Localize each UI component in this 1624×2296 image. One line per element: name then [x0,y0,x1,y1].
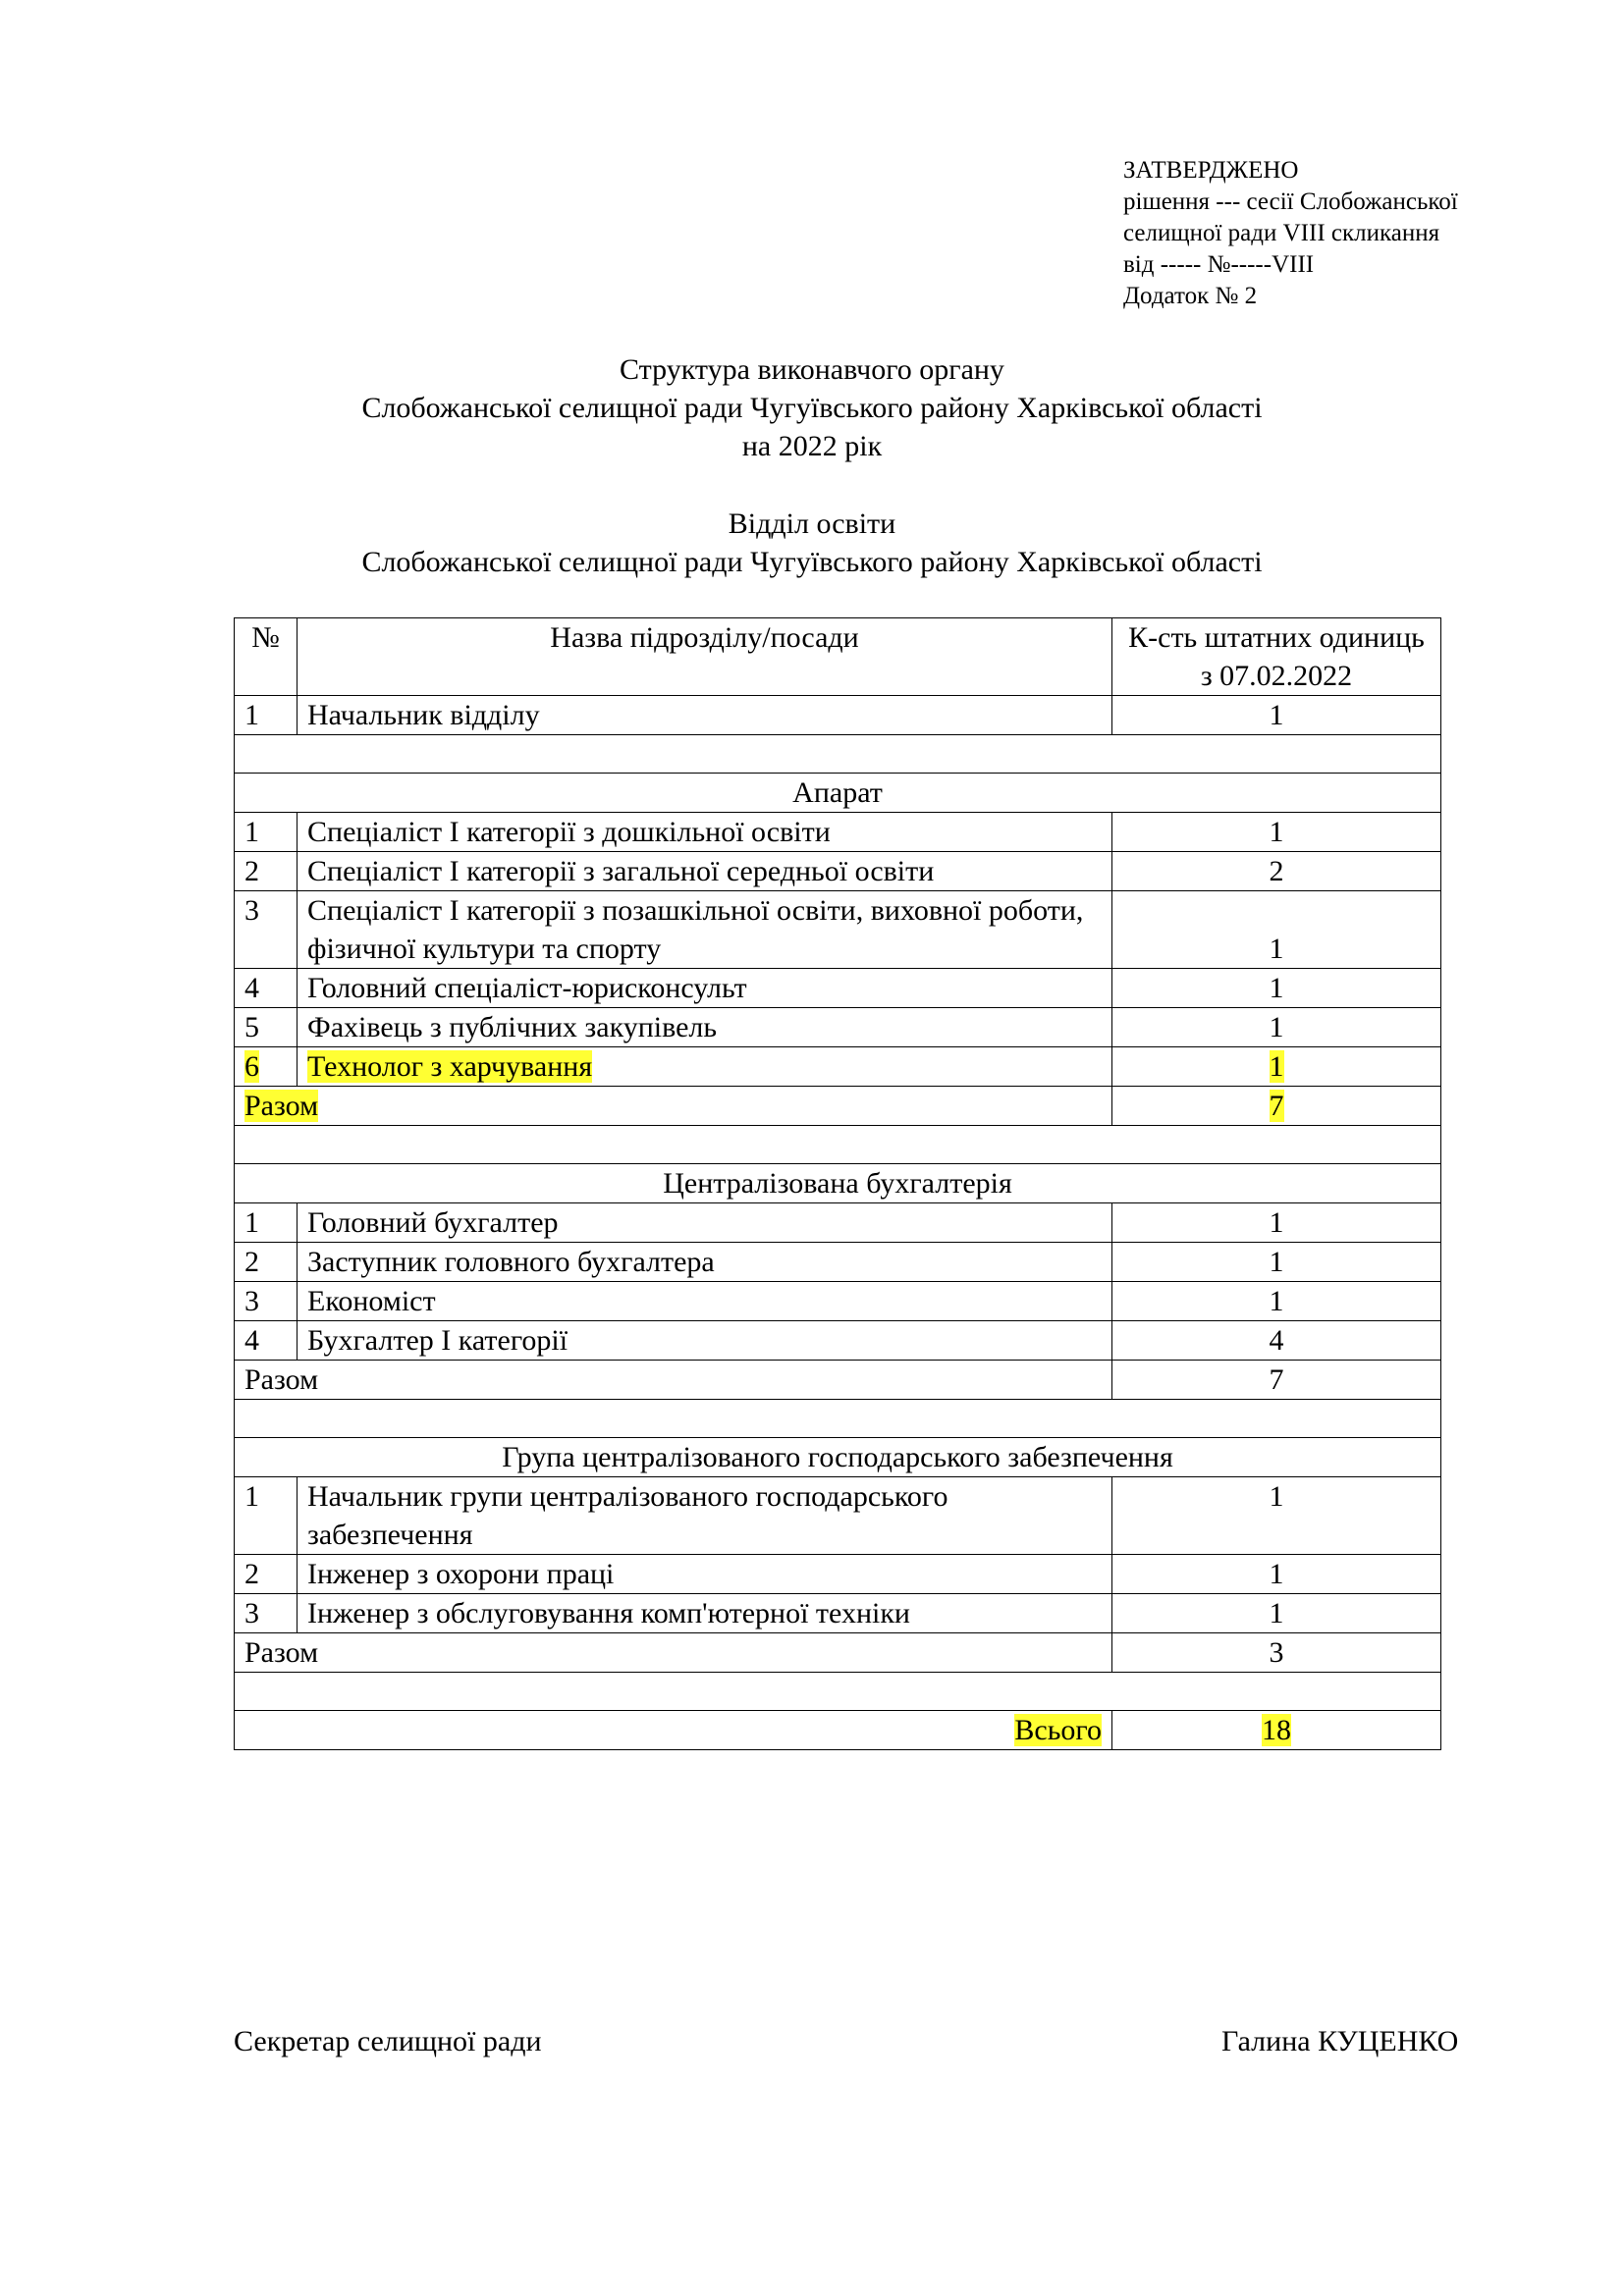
spacer-row [235,735,1441,774]
table-header-row [235,618,1441,696]
row-name: Заступник головного бухгалтера [298,1243,1112,1282]
row-qty: 1 [1269,1050,1284,1083]
row-num: 3 [235,1282,298,1321]
section-title-row [235,774,1441,813]
spacer-row [235,1400,1441,1438]
row-num-cell [235,1047,298,1087]
section-title-row [235,1438,1441,1477]
approval-appendix: Додаток № 2 [1123,283,1258,309]
row-qty: 1 [1112,969,1441,1008]
grand-total-value-cell [1112,1711,1441,1750]
section-title: Група централізованого господарського забезпечення [235,1438,1441,1477]
department-line-2: Слобожанської селищної ради Чугуївського району Харківської області [361,546,1263,578]
table-row [235,852,1441,891]
row-qty: 1 [1112,696,1441,735]
row-num: 2 [235,1555,298,1594]
title-line-3: на 2022 рік [741,430,883,462]
signature-name: Галина КУЦЕНКО [1221,2025,1459,2057]
table-row [235,1555,1441,1594]
approval-stamp [1123,155,1458,312]
total-value: 7 [1112,1361,1441,1400]
row-qty: 1 [1112,1555,1441,1594]
row-name: Спеціаліст І категорії з дошкільної освіти [298,813,1112,852]
table-row [235,891,1441,969]
row-qty: 1 [1112,1282,1441,1321]
row-name: Головний спеціаліст-юрисконсульт [298,969,1112,1008]
grand-total-label: Всього [1014,1714,1102,1746]
row-qty: 1 [1112,1243,1441,1282]
row-num: 1 [235,1203,298,1243]
section-total-row [235,1087,1441,1126]
row-qty: 2 [1112,852,1441,891]
section-title-row [235,1164,1441,1203]
row-name: Інженер з обслуговування комп'ютерної техніки [298,1594,1112,1633]
row-name: Спеціаліст І категорії з загальної середньої освіти [298,852,1112,891]
approval-heading: ЗАТВЕРДЖЕНО [1123,157,1299,184]
row-qty-cell [1112,1047,1441,1087]
table-row [235,1321,1441,1361]
total-label: Разом [244,1090,319,1122]
table-row [235,1243,1441,1282]
row-qty: 1 [1112,1477,1441,1555]
row-name: Економіст [298,1282,1112,1321]
row-num: 1 [235,1477,298,1555]
row-num: 5 [235,1008,298,1047]
total-label-cell [235,1087,1112,1126]
grand-total-value: 18 [1262,1714,1291,1746]
row-num: 4 [235,969,298,1008]
row-qty: 1 [1112,1008,1441,1047]
grand-total-label-cell [235,1711,1112,1750]
table-row-highlighted [235,1047,1441,1087]
header-name: Назва підрозділу/посади [298,618,1112,696]
department-title [0,505,1624,581]
section-total-row [235,1361,1441,1400]
grand-total-row [235,1711,1441,1750]
row-qty: 1 [1112,1594,1441,1633]
row-name: Головний бухгалтер [298,1203,1112,1243]
row-name-cell [298,1047,1112,1087]
table-row [235,696,1441,735]
staff-table [234,617,1441,1750]
table-row [235,1594,1441,1633]
row-num: 1 [235,813,298,852]
row-num: 2 [235,1243,298,1282]
row-qty: 1 [1112,1203,1441,1243]
row-num: 3 [235,891,298,969]
row-num: 4 [235,1321,298,1361]
row-name: Бухгалтер І категорії [298,1321,1112,1361]
total-value-cell [1112,1087,1441,1126]
table-row [235,1203,1441,1243]
spacer-row [235,1673,1441,1711]
document-title [0,350,1624,465]
row-name: Начальник відділу [298,696,1112,735]
total-value: 3 [1112,1633,1441,1673]
row-name: Фахівець з публічних закупівель [298,1008,1112,1047]
table-row [235,1282,1441,1321]
title-line-2: Слобожанської селищної ради Чугуївського району Харківської області [361,392,1263,424]
row-qty: 1 [1112,813,1441,852]
table-row [235,969,1441,1008]
row-num: 2 [235,852,298,891]
table-row [235,1008,1441,1047]
total-label: Разом [235,1361,1112,1400]
title-line-1: Структура виконавчого органу [620,353,1004,386]
section-total-row [235,1633,1441,1673]
row-num: 3 [235,1594,298,1633]
total-label: Разом [235,1633,1112,1673]
header-num: № [235,618,298,696]
signature-position: Секретар селищної ради [234,2025,542,2057]
row-name: Технолог з харчування [307,1050,593,1083]
total-value: 7 [1269,1090,1284,1122]
row-name: Інженер з охорони праці [298,1555,1112,1594]
department-line-1: Відділ освіти [728,507,896,540]
approval-date-number: від ----- №-----VIII [1123,251,1315,278]
row-qty: 1 [1112,891,1441,969]
row-num: 1 [235,696,298,735]
row-qty: 4 [1112,1321,1441,1361]
section-title: Апарат [235,774,1441,813]
row-num: 6 [244,1050,259,1083]
row-name: Спеціаліст І категорії з позашкільної освіти, виховної роботи, фізичної культури та спорту [298,891,1112,969]
approval-council: селищної ради VIII скликання [1123,220,1440,246]
section-title: Централізована бухгалтерія [235,1164,1441,1203]
table-row [235,813,1441,852]
header-qty: К-сть штатних одиниць з 07.02.2022 [1112,618,1441,696]
row-name: Начальник групи централізованого господарського забезпечення [298,1477,1112,1555]
approval-decision: рішення --- сесії Слобожанської [1123,188,1458,215]
table-row [235,1477,1441,1555]
spacer-row [235,1126,1441,1164]
